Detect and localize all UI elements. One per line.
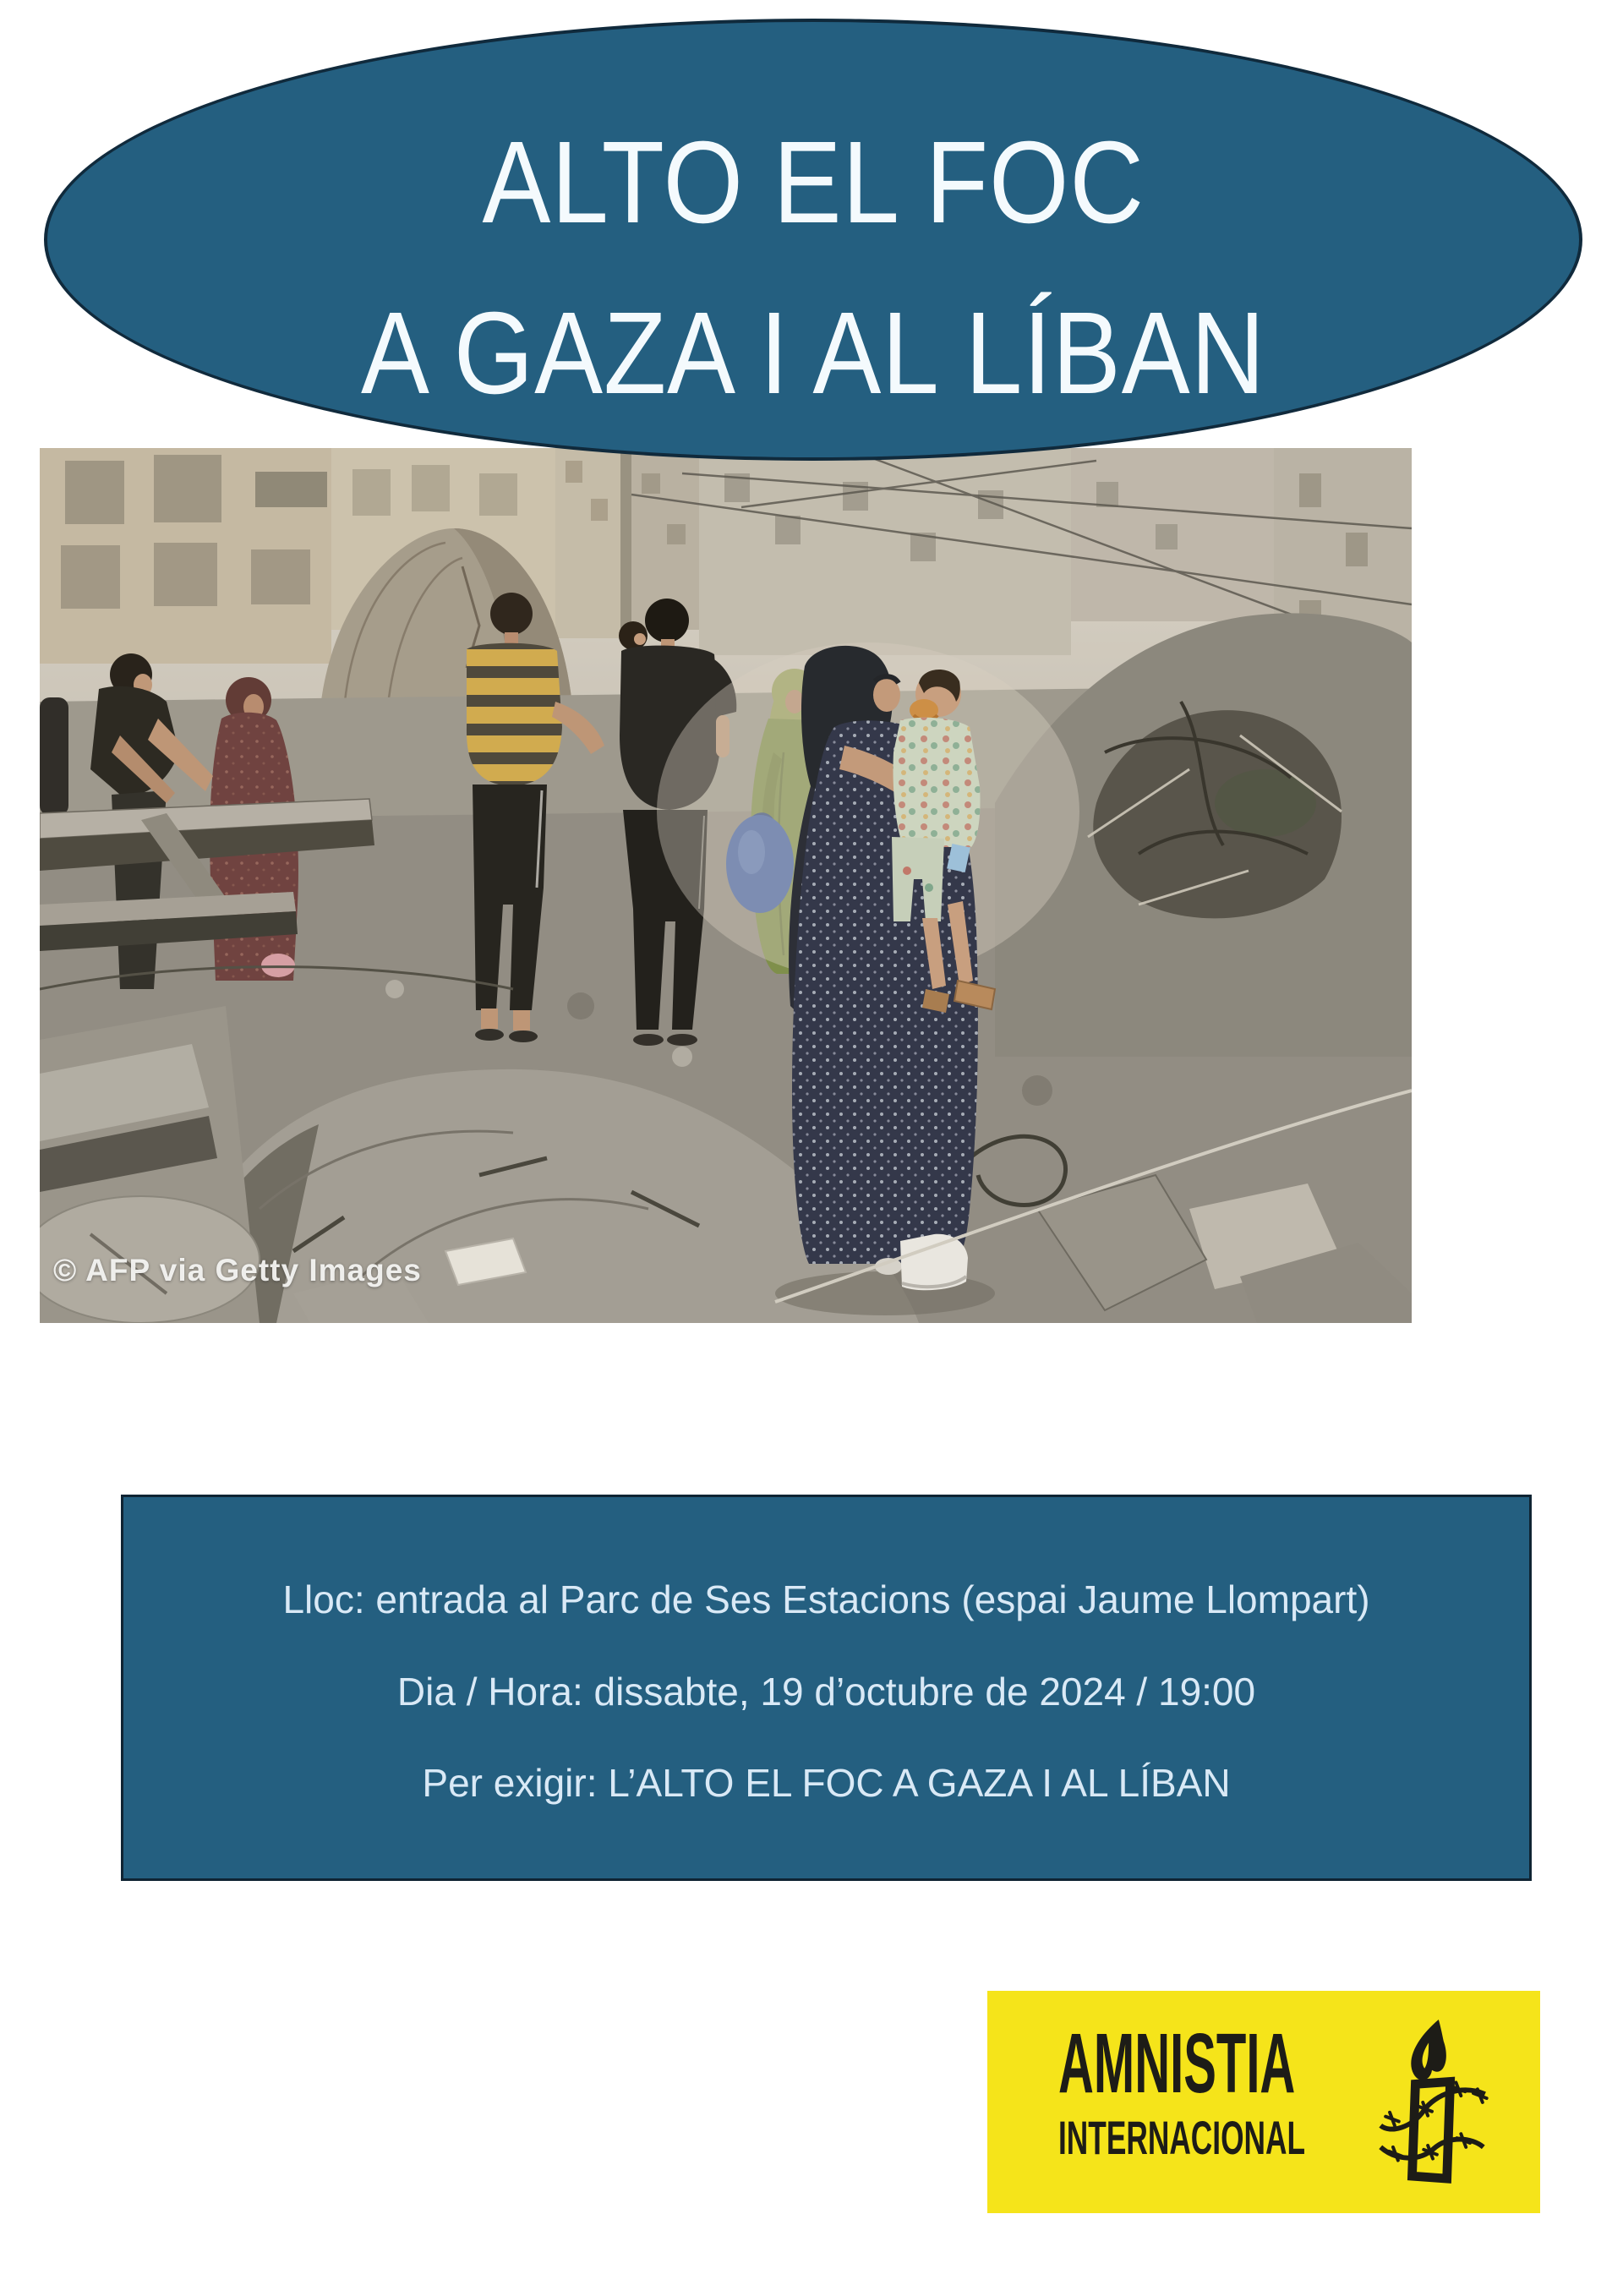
photo-credit: © AFP via Getty Images bbox=[53, 1253, 422, 1287]
rubble-scene-illustration bbox=[40, 448, 1412, 1323]
event-location: Lloc: entrada al Parc de Ses Estacions (espai Jaume Llompart) bbox=[282, 1577, 1370, 1621]
title-text-2: A GAZA I AL LÍBAN bbox=[360, 288, 1266, 418]
event-demand: Per exigir: L’ALTO EL FOC A GAZA I AL LÍBAN bbox=[422, 1761, 1231, 1806]
poster-title-line-1 bbox=[47, 118, 1579, 248]
title-banner-ellipse bbox=[44, 19, 1582, 461]
event-datetime: Dia / Hora: dissabte, 19 d’octubre de 2024 / 19:00 bbox=[396, 1669, 1256, 1714]
amnesty-text-1: AMNISTIA bbox=[1058, 2016, 1296, 2111]
amnesty-text-2: INTERNACIONAL bbox=[1058, 2111, 1306, 2164]
news-photo bbox=[40, 448, 1412, 1323]
title-text-1: ALTO EL FOC bbox=[482, 118, 1145, 248]
event-info-box bbox=[121, 1495, 1532, 1881]
poster-title-line-2 bbox=[47, 288, 1579, 418]
amnesty-logo bbox=[987, 1991, 1540, 2213]
amnesty-candle-barbed-wire-icon bbox=[1376, 2018, 1489, 2184]
